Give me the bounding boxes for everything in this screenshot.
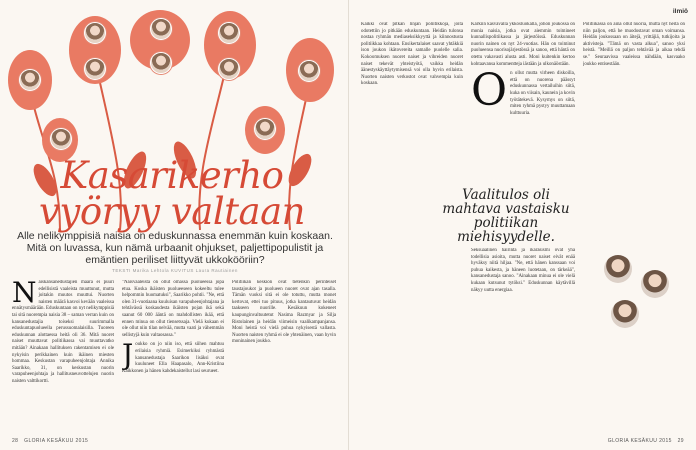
- portrait-1: [19, 69, 41, 91]
- title-line-1: Kasarikerho: [60, 154, 284, 197]
- byline: TEKSTI Marika Lehtola KUVITUS Laura Rautiainen: [112, 268, 238, 273]
- portrait-8: [298, 60, 320, 82]
- portrait-2: [84, 22, 106, 44]
- footer-left: [12, 438, 88, 444]
- page-number: 29: [677, 438, 684, 444]
- body-text: aiskansanedustajien määrä ei puuri edellisistä vaaleista muuttunut, mutta joitakin muutos muuttui. Nuorten naisten määrä kasvoi kevään vaaleissa ennätysmäärään. Eduskuntaan on nyt nelikymppisiä tai sitä nuorempia naisia 38 – saman verran kuin on kansanedustajia toiseksi suurimmalla eduskuntapuolueella perussuomalaisilla. Tuoreen eduskunnan alottaessa heitä oli 36. Mitä nuoret naiset muuttavat politiikassa vai muuttavatko mitään? Ainakaan hallituksen rakentamisen ei ole nykyisin perikkainen kuin ikäinen miesten hommaa. Keskustan varapuheenjohtaja Annika Saarikko, 31, on keskustan nuorin varapuheenjohtaja ja hallitusneuvottelujen nuorin naisten valttikortti.: [12, 280, 114, 384]
- portrait-3: [84, 58, 106, 80]
- article-title: [22, 154, 322, 233]
- publication-name: GLORIA KESÄKUU 2015: [607, 438, 672, 444]
- body-text: n ollut mutta virheen diskoilla, että on nuorena päässyt eduskunnassa vertailuihin siitä, kuka on viisain, kaunein ja kovin työtätekevä. Kysymys on siitä, miten ryhmä pystyy muuttamaan kulttuuria.: [510, 71, 575, 116]
- portrait-9: [50, 128, 72, 150]
- portrait-7: [218, 58, 240, 80]
- portrait-10: [254, 118, 276, 140]
- footer-right: [608, 438, 684, 444]
- left-column-1: [12, 280, 114, 432]
- page-number: 28: [12, 438, 19, 444]
- portrait-13: [611, 300, 639, 328]
- body-text: "Naisvaaleista on ollut omassa puolueessa jopa etua. Koska ikäisten puolueeseen kokeeltu tulee helpommin huomatuksi", Saarikko pohtii. "Ne, että olen 31-vuotiaana kuuluisan varapuheenjohtajana ja tehtävässä koskaudesta ikäisten pojan ikä sekä saanut 60 000 ääntä on mahdollisten ikää, että ennen minua on ollut tiensetssaja. Vielä kukaan ei ole ollut niin tilan nelvää, mutta vaati ja vähemmän sellistyjä kuin valtaosassa.": [122, 280, 224, 338]
- left-column-2: [122, 280, 224, 432]
- dropcap: O: [471, 65, 508, 117]
- body-text: Kaikki ovat pitkän linjan poliitikkoja, joita odotettiin jo pitkään eduskuntaan. Heidän tulonsa nostaa ryhmän mediaseksikkyyttä ja kiinnostusta politiikkaa kohtaan. Ensikertalaiset saavat yhtäkkiä ison joukon ikätovereita samalle puolelle salia. Kokoomuksen nuoret naiset ja vihreiden nuoret naiset tekevät yhteistyötä, vaikka heidän äänestyskäyttäytymisensä voi olla hyvin erilaista. Nuorten naisten verkostot ovat vahvempia kuin koskaan.: [361, 22, 463, 87]
- right-page: [348, 0, 696, 450]
- dropcap: J: [122, 338, 134, 372]
- pull-quote: Vaalitulos oli mahtava vastaisku politiikan miehisyydelle.: [442, 187, 570, 245]
- right-column-4: [583, 22, 685, 432]
- body-text: Politiikan keskiön ovat tietenkin perinteiset taustajoukot ja puolueen nuoret ovat ajan tasalla. Tämän vuoksi sitä ei ole totuttu, mutta monet kertovat, ettei tuo pituus, jotka kantautuvat heidän taakseen nuorille. Kesäkuun kokeneet kaupunginvaltuutetut Nasima Razmyar ja Silja Ristolainen ja heidän viimeisin vaalikampanjansa. Moni heistä voi vielä puhua nykyisestä vallasta. Nuorten naisten ryhmä ei ole yhtenäinen, vaan hyvin moninainen joukko.: [232, 280, 336, 345]
- section-label: ilmiö: [672, 8, 688, 15]
- body-text: Politiikassa on aina ollut nuoria, mutta nyt heitä on niin paljon, että he muodostavat oman voimansa. Heidän joukossaan on äitejä, yrittäjiä, tutkijoita ja aktivisteja. "Tämä on vasta alkua", sanoo yksi heistä. "Meillä on paljon tehtävää ja aikaa tehdä se." Seuraavissa vaaleissa nähdään, kasvaako joukko entisestään.: [583, 22, 685, 67]
- right-column-2: [471, 22, 575, 182]
- dropcap: N: [12, 280, 37, 309]
- right-column-3: [471, 248, 575, 432]
- portrait-11: [604, 255, 632, 283]
- article-lead: Alle nelikymppisiä naisia on eduskunnassa enemmän kuin koskaan. Mitä on luvassa, kun nämä urbaanit ohjukset, paljettipopulistit ja emäntien periliset liittyvät ukkokööriin?: [17, 230, 333, 266]
- publication-name: GLORIA KESÄKUU 2015: [24, 438, 89, 444]
- portrait-4: [150, 18, 172, 40]
- portrait-12: [641, 270, 669, 298]
- portrait-5: [150, 52, 172, 74]
- body-text: oukko on jo niin iso, että siihen mahtuu erilaisia ryhmiä. Esimerkiksi ryhmästä kansanedustaja Saarikon lisäksi ovat kuuluneet Ella Haapasalo, Ann-Kristiina Kaikkonen ja hänen kahdekaistellut lasi seurueet.: [122, 342, 224, 374]
- body-text: Seksuaalinen häirintä ja ikärasismi ovat yhä todellisia asioita, mutta nuoret naiset eivät enää hyväksy niitä hiljaa. "Ne, että hänen kanssaan voi puhua kaikesta, ja häneen luotetaan, on tärkeää", kansanedustaja sanoo. "Ainakaan minua ei ole vielä kukaan kutsunut tytöksi." Eduskunnan käytävillä näkyy uutta energiaa.: [471, 248, 575, 293]
- portrait-6: [218, 22, 240, 44]
- left-column-3: [232, 280, 336, 432]
- body-text: Kärkiin kasvavalla ykkösluokalla, johon joukossa on monia naisia, jotka ovat aiemmin toimineet kunnallispolitiikassa ja järjestöissä. Eduskunnan nuorin nainen on nyt 24-vuotias. Hän on toiminut puolueensa nuorisojärjestössä ja sanoo, että häntä on otettu vakavasti alusta asti. Moni kuitenkin kertoo kohtaavansa kommentteja iästään ja ulkonäöstään.: [471, 22, 575, 67]
- title-line-2: vyöryy valtaan: [39, 190, 305, 233]
